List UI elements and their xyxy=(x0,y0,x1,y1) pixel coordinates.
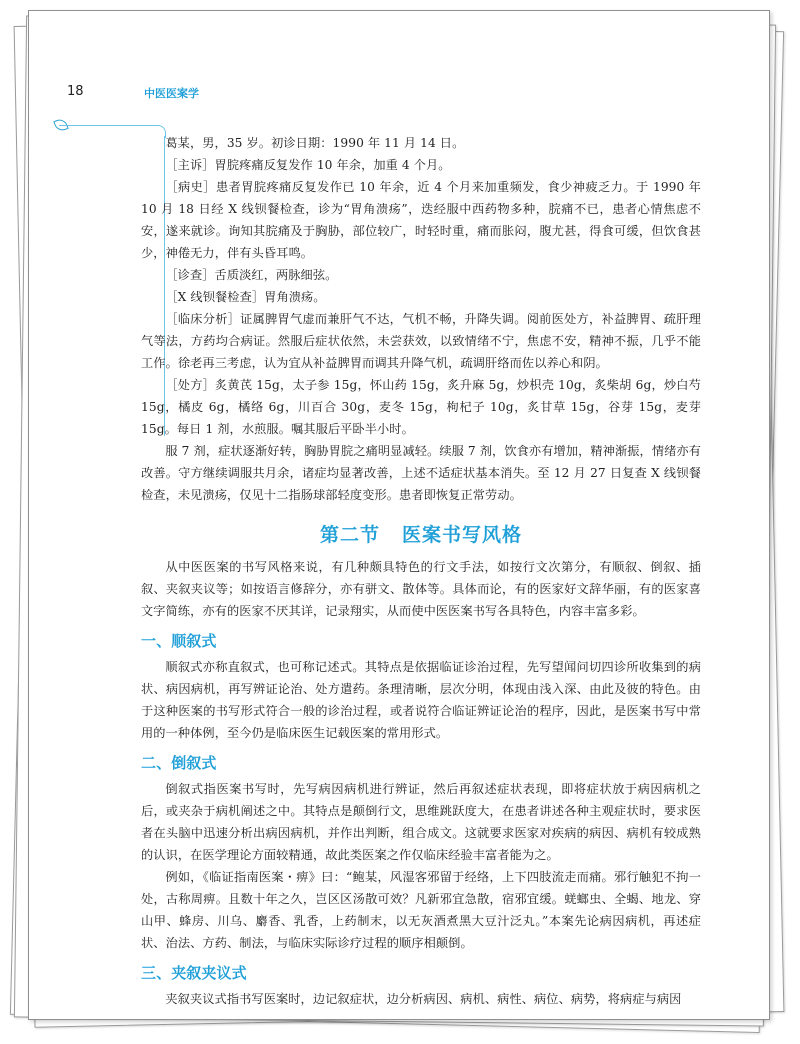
book-page xyxy=(28,10,770,1020)
case-paragraph: ［处方］炙黄芪 15g，太子参 15g，怀山药 15g，炙升麻 5g，炒枳壳 10g，炙柴胡 6g，炒白芍 15g，橘皮 6g，橘络 6g，川百合 30g，麦冬 15g，枸杞子 10g，炙甘草 15g，谷芽 15g，麦芽 15g。每日 1 剂，水煎服。嘱其服后平卧半小时。 xyxy=(141,378,701,436)
case-paragraph: 服 7 剂，症状逐渐好转，胸胁胃脘之痛明显减轻。续服 7 剂，饮食亦有增加，精神渐振，情绪亦有改善。守方继续调服共月余，诸症均显著改善，上述不适症状基本消失。至 12 月 27 日复查 X 线钡餐检查，未见溃疡，仅见十二指肠球部轻度变形。患者即恢复正常劳动。 xyxy=(141,444,701,502)
case-paragraph: ［诊查］舌质淡红，两脉细弦。 xyxy=(165,268,338,282)
body-paragraph: 例如，《临证指南医案・痹》曰：“鲍某，风湿客邪留于经络，上下四肢流走而痛。邪行触犯不拘一处，古称周痹。且数十年之久，岂区区汤散可效？凡新邪宜急散，宿邪宜缓。蜣螂虫、全蝎、地龙、穿山甲、蜂房、川乌、麝香、乳香，上药制末，以无灰酒煮黑大豆汁泛丸。”本案先论病因病机，再述症状、治法、方药、制法，与临床实际诊疗过程的顺序相颠倒。 xyxy=(141,870,701,950)
case-paragraph: ［临床分析］证属脾胃气虚而兼肝气不达，气机不畅，升降失调。阅前医处方，补益脾胃、疏肝理气等法，方药均合病证。然服后症状依然，未尝获效，以致情绪不宁，焦虑不安，精神不振，几乎不能工作。徐老再三考虑，认为宜从补益脾胃而调其升降气机，疏调肝络而佐以养心和阴。 xyxy=(141,312,701,370)
subsection-heading: 二、倒叙式 xyxy=(141,754,217,772)
running-header-title: 中医医案学 xyxy=(144,87,199,100)
section-number: 第二节 xyxy=(319,524,380,546)
case-paragraph: ［X 线钡餐检查］胃角溃疡。 xyxy=(165,290,326,304)
body-paragraph: 顺叙式亦称直叙式，也可称记述式。其特点是依据临证诊治过程，先写望闻问切四诊所收集到的病状、病因病机，再写辨证论治、处方遣药。条理清晰，层次分明，体现由浅入深、由此及彼的特色。由于这种医案的书写形式符合一般的诊治过程，或者说符合临证辨证论治的程序，因此，是医案书写中常用的一种体例，至今仍是临床医生记载医案的常用形式。 xyxy=(141,660,701,740)
section-intro-paragraph: 从中医医案的书写风格来说，有几种颇具特色的行文手法，如按行文次第分，有顺叙、倒叙、插叙、夹叙夹议等；如按语言修辞分，亦有骈文、散体等。具体而论，有的医家好文辞华丽，有的医家喜文字简练，亦有的医家不厌其详，记录翔实，从而使中医医案书写各具特色，内容丰富多彩。 xyxy=(141,560,701,618)
subsection-heading: 三、夹叙夹议式 xyxy=(141,964,247,982)
body-paragraph: 倒叙式指医案书写时，先写病因病机进行辨证，然后再叙述症状表现，即将症状放于病因病机之后，或夹杂于病机阐述之中。其特点是颠倒行文，思维跳跃度大，在患者讲述各种主观症状时，要求医者在头脑中迅速分析出病因病机，并作出判断，组合成文。这就要求医家对疾病的病因、病机有较成熟的认识，在医学理论方面较精通，故此类医案之作仅临床经验丰富者能为之。 xyxy=(141,782,701,862)
body-paragraph: 夹叙夹议式指书写医案时，边记叙症状，边分析病因、病机、病性、病位、病势，将病症与病因 xyxy=(165,992,682,1006)
page-body xyxy=(141,132,701,1010)
decorative-rule xyxy=(59,125,159,126)
case-paragraph: ［主诉］胃脘疼痛反复发作 10 年余，加重 4 个月。 xyxy=(165,158,451,172)
case-paragraph: ［病史］患者胃脘疼痛反复发作已 10 年余，近 4 个月来加重频发，食少神疲乏力。于 1990 年 10 月 18 日经 X 线钡餐检查，诊为“胃角溃疡”，迭经服中西药物多种，脘痛不已，患者心情焦虑不安，遂来就诊。询知其脘痛及于胸胁，部位较广，时轻时重，痛而胀闷，腹尤甚，得食可缓，但饮食甚少，神倦无力，伴有头昏耳鸣。 xyxy=(141,180,701,260)
section-title xyxy=(141,524,701,546)
subsection-heading: 一、顺叙式 xyxy=(141,632,217,650)
section-name: 医案书写风格 xyxy=(402,524,523,546)
case-paragraph: 葛某，男，35 岁。初诊日期：1990 年 11 月 14 日。 xyxy=(165,136,465,150)
page-number: 18 xyxy=(67,84,84,99)
